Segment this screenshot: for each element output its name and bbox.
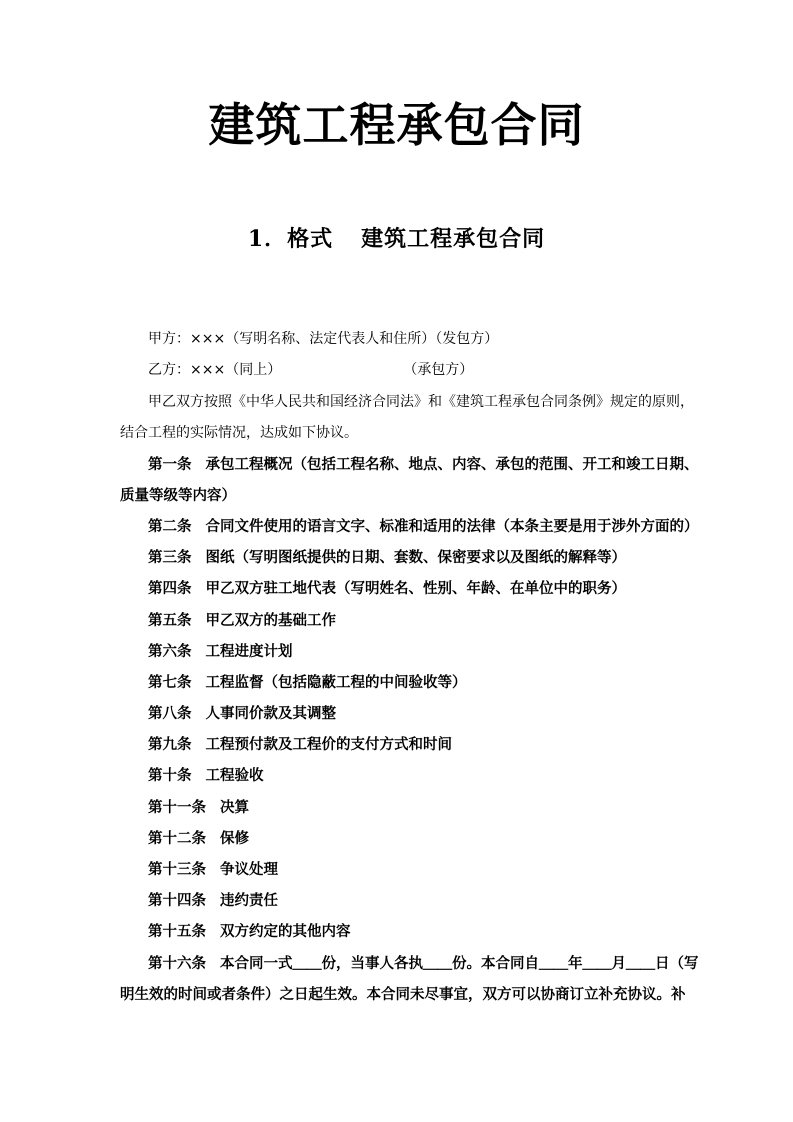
section-name: 建筑工程承包合同 bbox=[361, 226, 546, 252]
article-text: 工程验收 bbox=[205, 767, 264, 784]
article-number: 第十一条 bbox=[148, 799, 206, 816]
article-number: 第一条 bbox=[148, 456, 192, 473]
article-12 bbox=[148, 827, 249, 848]
article-number: 第十四条 bbox=[148, 892, 206, 909]
article-text: 图纸（写明图纸提供的日期、套数、保密要求以及图纸的解释等） bbox=[205, 549, 626, 566]
party-b-role: （承包方） bbox=[403, 362, 474, 378]
article-text: 甲乙双方的基础工作 bbox=[205, 612, 336, 629]
article-text: 甲乙双方驻工地代表（写明姓名、性别、年龄、在单位中的职务） bbox=[205, 580, 626, 597]
article-number: 第七条 bbox=[148, 674, 192, 691]
article-3 bbox=[148, 546, 626, 567]
document-title: 建筑工程承包合同 bbox=[208, 98, 585, 152]
article-10 bbox=[148, 764, 264, 785]
article-number: 第十二条 bbox=[148, 830, 206, 847]
article-number: 第十六条 bbox=[148, 955, 206, 972]
article-7 bbox=[148, 671, 467, 692]
article-text: 争议处理 bbox=[220, 861, 278, 878]
article-text: 双方约定的其他内容 bbox=[220, 923, 351, 940]
article-2 bbox=[148, 515, 699, 536]
article-number: 第五条 bbox=[148, 612, 192, 629]
article-1-continued: 质量等级等内容） bbox=[120, 487, 236, 504]
article-text: 本合同一式＿＿份，当事人各执＿＿份。本合同自＿＿年＿＿月＿＿日（写 bbox=[220, 955, 699, 972]
article-text: 合同文件使用的语言文字、标准和适用的法律（本条主要是用于涉外方面的） bbox=[205, 518, 699, 535]
section-heading bbox=[0, 222, 793, 256]
intro-line-2: 结合工程的实际情况，达成如下协议。 bbox=[120, 425, 358, 441]
article-number: 第三条 bbox=[148, 549, 192, 566]
article-number: 第六条 bbox=[148, 643, 192, 660]
article-13 bbox=[148, 858, 278, 879]
article-text: 工程预付款及工程价的支付方式和时间 bbox=[205, 736, 452, 753]
article-text: 工程监督（包括隐蔽工程的中间验收等） bbox=[205, 674, 467, 691]
article-16 bbox=[148, 952, 699, 973]
article-5 bbox=[148, 609, 336, 630]
section-number: 1． bbox=[247, 226, 288, 252]
article-number: 第十三条 bbox=[148, 861, 206, 878]
article-number: 第九条 bbox=[148, 736, 192, 753]
article-9 bbox=[148, 733, 452, 754]
article-8 bbox=[148, 702, 336, 723]
section-label: 格式 bbox=[287, 226, 334, 252]
party-b-line bbox=[148, 359, 473, 379]
article-text: 承包工程概况（包括工程名称、地点、内容、承包的范围、开工和竣工日期、 bbox=[205, 456, 699, 473]
article-15 bbox=[148, 920, 351, 941]
article-4 bbox=[148, 577, 626, 598]
article-number: 第八条 bbox=[148, 705, 192, 722]
party-a-line: 甲方：×××（写明名称、法定代表人和住所）（发包方） bbox=[148, 331, 499, 347]
article-text: 人事同价款及其调整 bbox=[205, 705, 336, 722]
article-text: 工程进度计划 bbox=[205, 643, 293, 660]
party-b-name: 乙方：×××（同上） bbox=[148, 362, 282, 378]
article-number: 第四条 bbox=[148, 580, 192, 597]
article-14 bbox=[148, 889, 278, 910]
article-11 bbox=[148, 796, 249, 817]
article-1 bbox=[148, 453, 699, 474]
intro-line-1: 甲乙双方按照《中华人民共和国经济合同法》和《建筑工程承包合同条例》规定的原则， bbox=[148, 394, 694, 410]
article-text: 决算 bbox=[220, 799, 249, 816]
article-text: 保修 bbox=[220, 830, 249, 847]
article-number: 第十条 bbox=[148, 767, 192, 784]
article-number: 第十五条 bbox=[148, 923, 206, 940]
article-text: 违约责任 bbox=[220, 892, 278, 909]
article-6 bbox=[148, 640, 293, 661]
article-number: 第二条 bbox=[148, 518, 192, 535]
article-16-continued: 明生效的时间或者条件）之日起生效。本合同未尽事宜，双方可以协商订立补充协议。补 bbox=[120, 986, 686, 1003]
